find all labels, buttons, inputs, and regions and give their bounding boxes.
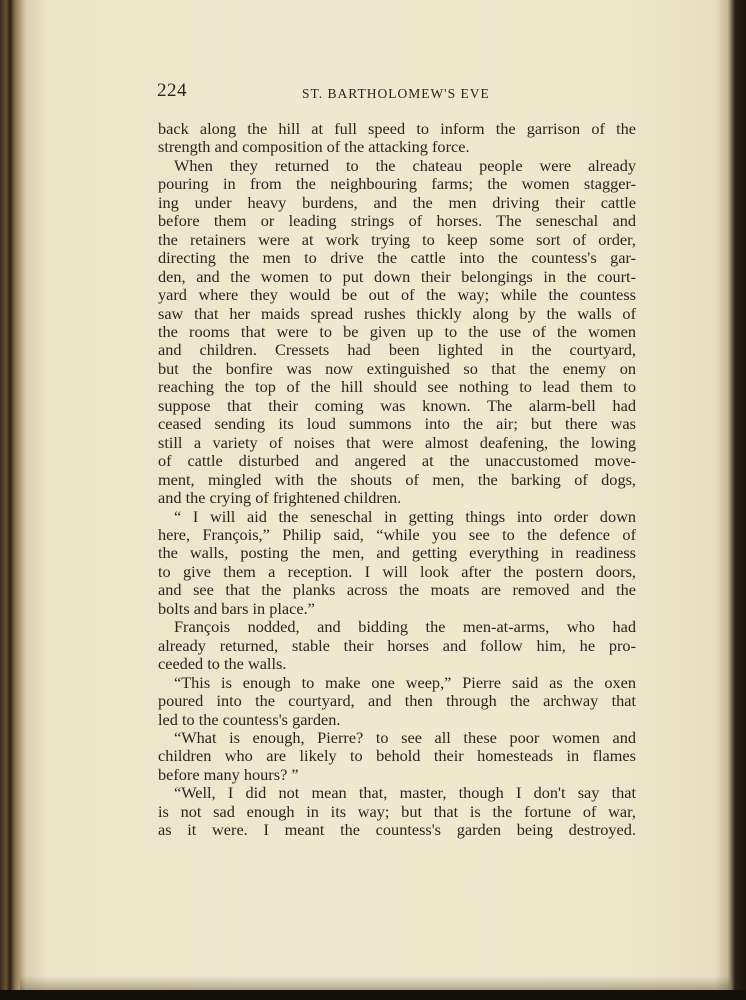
text-line: and the crying of frightened children. [158, 488, 402, 508]
text-line: “Well, I did not mean that, master, though I don't say that [174, 783, 636, 803]
text-line: here, François,” Philip said, “while you see to the defence of [158, 524, 636, 544]
text-line: before them or leading strings of horses. The seneschal and [158, 211, 636, 231]
text-line: of cattle disturbed and angered at the unaccustomed move- [158, 451, 636, 471]
text-line: the walls, posting the men, and getting everything in readiness [158, 543, 636, 563]
text-line: to give them a reception. I will look after the postern doors, [158, 561, 636, 581]
text-line: “This is enough to make one weep,” Pierre said as the oxen [174, 672, 636, 692]
page-header [157, 80, 635, 104]
text-line: is not sad enough in its way; but that is the fortune of war, [158, 801, 636, 821]
text-line: “ I will aid the seneschal in getting things into order down [174, 506, 636, 526]
text-line: already returned, stable their horses and follow him, he pro- [158, 635, 636, 655]
text-line: ment, mingled with the shouts of men, the barking of dogs, [158, 469, 636, 489]
text-line: directing the men to drive the cattle into the countess's gar- [158, 248, 636, 268]
body-text [158, 120, 636, 840]
text-line: suppose that their coming was known. The alarm-bell had [158, 395, 636, 415]
text-line: led to the countess's garden. [158, 709, 341, 729]
text-line: ceeded to the walls. [158, 654, 287, 674]
text-line: and see that the planks across the moats are removed and the [158, 580, 636, 600]
text-line: the retainers were at work trying to keep some sort of order, [158, 229, 636, 249]
text-line: yard where they would be out of the way; while the countess [158, 285, 636, 305]
text-line: poured into the courtyard, and then through the archway that [158, 691, 636, 711]
text-line: the rooms that were to be given up to the use of the women [158, 321, 636, 341]
text-line: François nodded, and bidding the men-at-arms, who had [174, 617, 636, 637]
text-line: pouring in from the neighbouring farms; the women stagger- [158, 174, 636, 194]
text-line: strength and composition of the attacking force. [158, 137, 470, 157]
text-line: bolts and bars in place.” [158, 598, 315, 618]
text-line: back along the hill at full speed to inform the garrison of the [158, 119, 636, 138]
text-line: ing under heavy burdens, and the men driving their cattle [158, 192, 636, 212]
text-line: den, and the women to put down their belongings in the court- [158, 266, 636, 286]
text-line: reaching the top of the hill should see nothing to lead them to [158, 377, 636, 397]
text-line: saw that her maids spread rushes thickly along by the walls of [158, 303, 636, 323]
text-line: “What is enough, Pierre? to see all these poor women and [174, 727, 636, 747]
text-line: as it were. I meant the countess's garden being destroyed. [158, 820, 636, 840]
text-line: and children. Cressets had been lighted in the courtyard, [158, 340, 636, 360]
page-number: 224 [157, 80, 187, 101]
text-line: children who are likely to behold their homesteads in flames [158, 746, 636, 766]
running-title: ST. BARTHOLOMEW'S EVE [302, 86, 490, 101]
text-line: but the bonfire was now extinguished so that the enemy on [158, 358, 636, 378]
text-line: ceased sending its loud summons into the air; but there was [158, 414, 636, 434]
text-line: When they returned to the chateau people were already [174, 155, 636, 175]
text-line: before many hours? ” [158, 764, 299, 784]
text-line: still a variety of noises that were almost deafening, the lowing [158, 432, 636, 452]
